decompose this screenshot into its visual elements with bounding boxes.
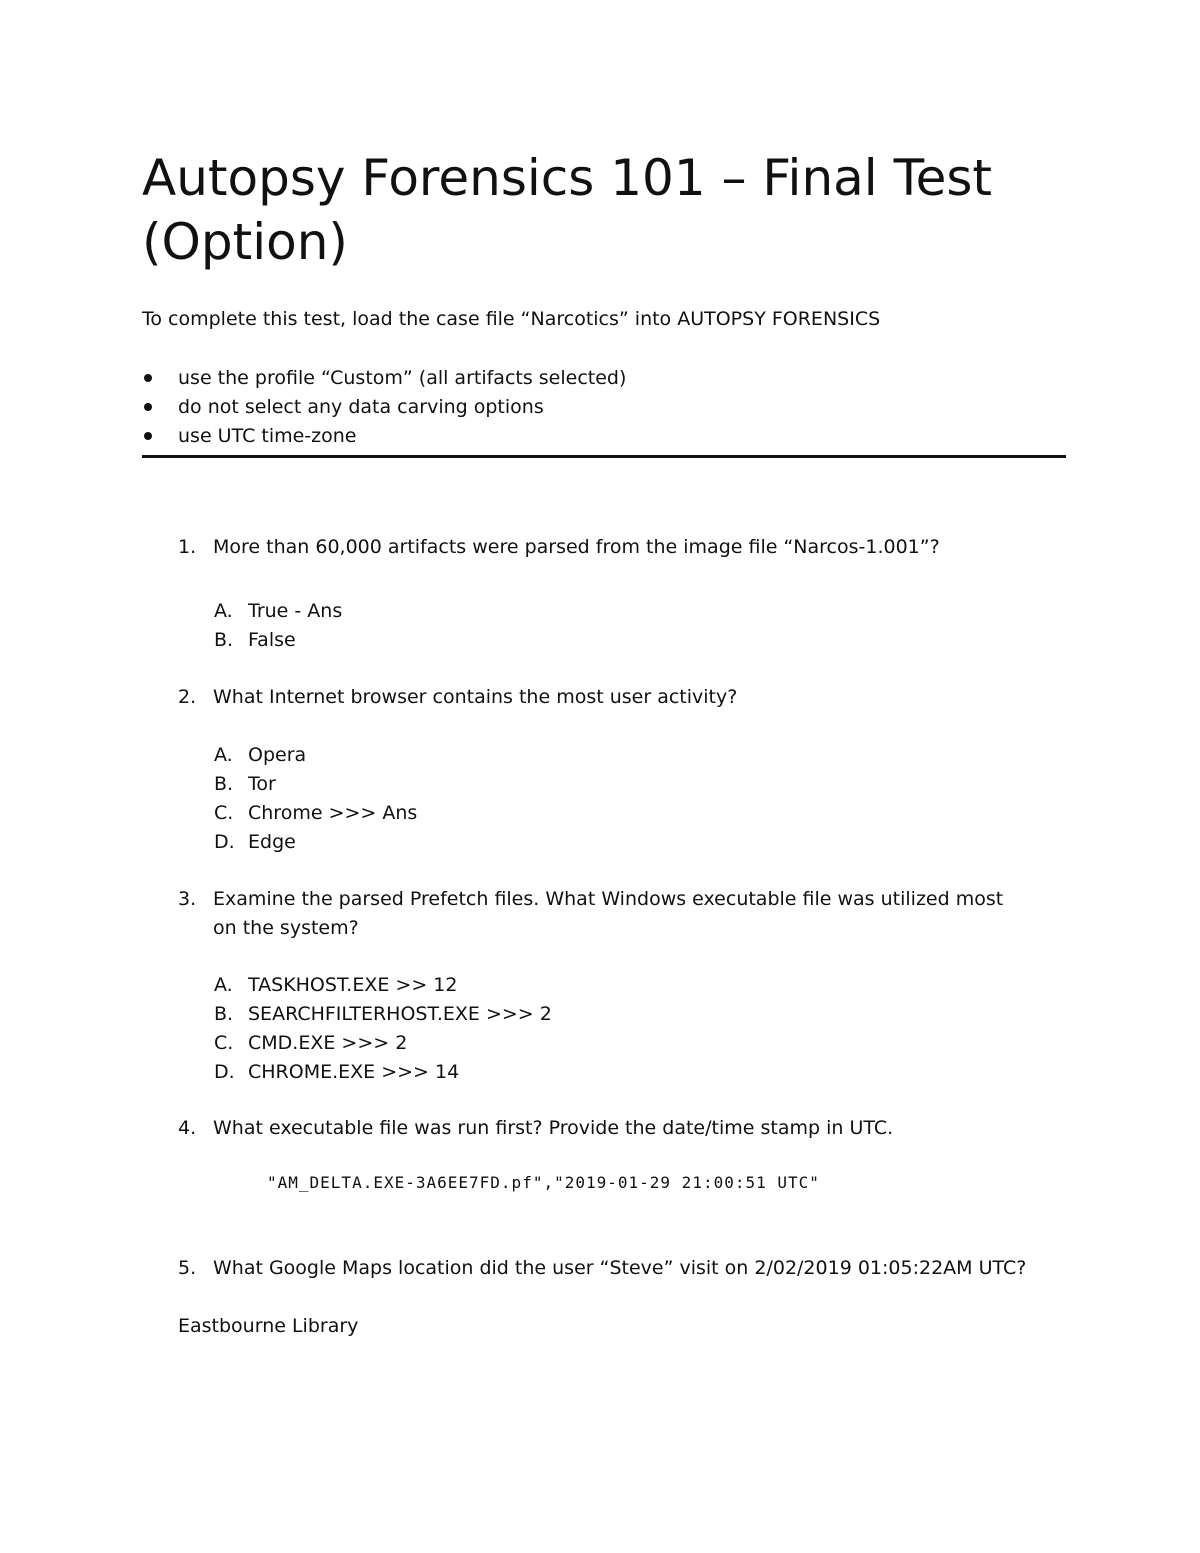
option-letter: A. [214, 974, 233, 996]
question-text: Examine the parsed Prefetch files. What Windows executable file was utilized most on the system? [213, 888, 1004, 939]
option-item [214, 1029, 552, 1058]
option-letter: A. [214, 744, 233, 766]
option-text: SEARCHFILTERHOST.EXE >>> 2 [248, 1003, 552, 1025]
option-text: CHROME.EXE >>> 14 [248, 1061, 460, 1083]
option-text: CMD.EXE >>> 2 [248, 1032, 408, 1054]
instruction-item: do not select any data carving options [142, 393, 1066, 422]
instruction-item: use UTC time-zone [142, 422, 1066, 451]
option-letter: A. [214, 600, 233, 622]
option-letter: B. [214, 629, 234, 651]
option-letter: C. [214, 1032, 234, 1054]
option-letter: B. [214, 1003, 234, 1025]
option-item [214, 597, 342, 626]
option-item [214, 1058, 552, 1087]
question-number: 5. [178, 1257, 197, 1279]
option-text: Opera [248, 744, 307, 766]
option-item [214, 1000, 552, 1029]
question-number: 2. [178, 686, 197, 708]
intro-text: To complete this test, load the case file “Narcotics” into AUTOPSY FORENSICS [142, 308, 881, 330]
question-2-options [214, 741, 417, 857]
option-letter: D. [214, 1061, 235, 1083]
option-letter: C. [214, 802, 234, 824]
question-number: 3. [178, 888, 197, 910]
question-4-answer: "AM_DELTA.EXE-3A6EE7FD.pf","2019-01-29 21:00:51 UTC" [267, 1173, 820, 1192]
question-1 [178, 533, 1058, 562]
option-item [214, 741, 417, 770]
option-text: True - Ans [248, 600, 343, 622]
option-text: Edge [248, 831, 296, 853]
option-item [214, 626, 342, 655]
question-5 [178, 1254, 1058, 1283]
instruction-item: use the profile “Custom” (all artifacts selected) [142, 364, 1066, 393]
question-1-options [214, 597, 342, 655]
question-text: What executable file was run first? Provide the date/time stamp in UTC. [213, 1117, 894, 1139]
question-number: 4. [178, 1117, 197, 1139]
option-item [214, 828, 417, 857]
page-title: Autopsy Forensics 101 – Final Test (Option) [142, 149, 993, 271]
option-letter: D. [214, 831, 235, 853]
question-text: What Internet browser contains the most user activity? [213, 686, 738, 708]
option-item [214, 770, 417, 799]
option-text: False [248, 629, 296, 651]
question-number: 1. [178, 536, 197, 558]
instruction-list [142, 364, 1066, 458]
question-3 [178, 885, 1018, 943]
option-letter: B. [214, 773, 234, 795]
option-item [214, 799, 417, 828]
question-text: What Google Maps location did the user “Steve” visit on 2/02/2019 01:05:22AM UTC? [213, 1257, 1027, 1279]
option-item [214, 971, 552, 1000]
question-2 [178, 683, 1058, 712]
option-text: Tor [248, 773, 276, 795]
option-text: TASKHOST.EXE >> 12 [248, 974, 458, 996]
option-text: Chrome >>> Ans [248, 802, 418, 824]
question-5-answer: Eastbourne Library [178, 1315, 359, 1337]
question-text: More than 60,000 artifacts were parsed from the image file “Narcos-1.001”? [213, 536, 940, 558]
question-4 [178, 1114, 1058, 1143]
question-3-options [214, 971, 552, 1087]
